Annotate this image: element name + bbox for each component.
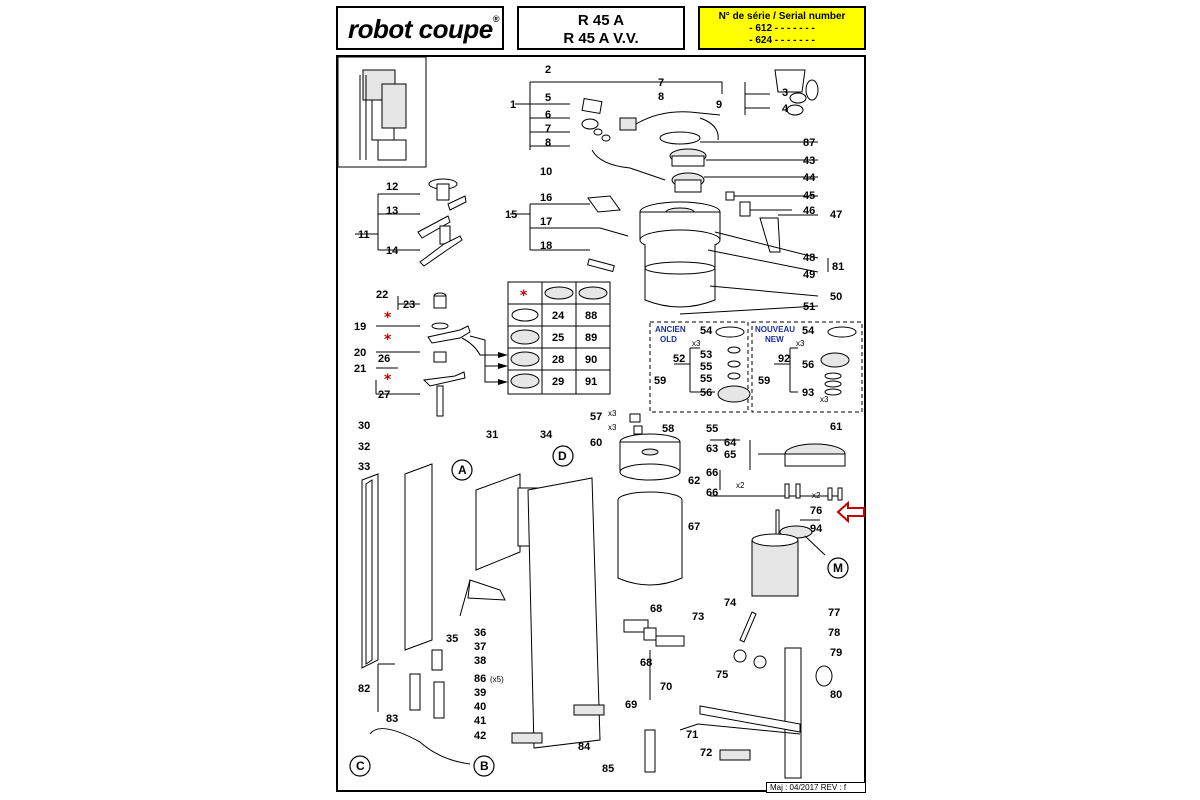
machine-thumbnail	[338, 57, 426, 167]
svg-text:29: 29	[552, 376, 565, 388]
svg-text:15: 15	[505, 209, 518, 221]
svg-text:76: 76	[810, 505, 823, 517]
svg-text:23: 23	[403, 299, 416, 311]
svg-text:(x5): (x5)	[490, 675, 504, 684]
svg-text:40: 40	[474, 701, 487, 713]
svg-text:67: 67	[688, 521, 701, 533]
svg-text:34: 34	[540, 429, 553, 441]
svg-text:C: C	[356, 759, 365, 773]
svg-text:5: 5	[545, 92, 552, 104]
svg-text:87: 87	[803, 137, 816, 149]
svg-text:54: 54	[700, 325, 713, 337]
svg-text:72: 72	[700, 747, 713, 759]
motor-housing-group	[618, 414, 682, 585]
svg-text:56: 56	[802, 359, 815, 371]
svg-text:83: 83	[386, 713, 399, 725]
svg-text:85: 85	[602, 763, 615, 775]
svg-text:31: 31	[486, 429, 499, 441]
svg-text:68: 68	[640, 657, 653, 669]
svg-text:66: 66	[706, 487, 719, 499]
svg-text:78: 78	[828, 627, 841, 639]
lid-assembly-group	[515, 70, 818, 180]
svg-text:1: 1	[510, 99, 517, 111]
svg-text:B: B	[480, 759, 489, 773]
svg-text:62: 62	[688, 475, 701, 487]
svg-text:6: 6	[545, 109, 552, 121]
svg-text:33: 33	[358, 461, 371, 473]
svg-text:x2: x2	[812, 491, 821, 500]
svg-text:59: 59	[758, 375, 771, 387]
svg-text:35: 35	[446, 633, 459, 645]
svg-text:10: 10	[540, 166, 553, 178]
svg-text:75: 75	[716, 669, 729, 681]
svg-text:M: M	[833, 561, 843, 575]
svg-text:55: 55	[700, 361, 713, 373]
svg-text:68: 68	[650, 603, 663, 615]
svg-text:*: *	[520, 288, 528, 304]
svg-text:81: 81	[832, 261, 845, 273]
svg-text:42: 42	[474, 730, 487, 742]
svg-text:69: 69	[625, 699, 638, 711]
svg-text:32: 32	[358, 441, 371, 453]
svg-text:*: *	[384, 332, 392, 348]
svg-text:88: 88	[585, 310, 598, 322]
svg-text:82: 82	[358, 683, 371, 695]
svg-text:71: 71	[686, 729, 699, 741]
svg-text:49: 49	[803, 269, 816, 281]
svg-text:x3: x3	[820, 395, 829, 404]
svg-text:52: 52	[673, 353, 686, 365]
svg-text:94: 94	[810, 523, 823, 535]
svg-text:56: 56	[700, 387, 713, 399]
svg-text:x3: x3	[796, 339, 805, 348]
svg-text:ANCIEN: ANCIEN	[655, 325, 686, 334]
svg-text:80: 80	[830, 689, 843, 701]
svg-text:*: *	[384, 310, 392, 326]
svg-text:7: 7	[658, 77, 665, 89]
svg-text:x2: x2	[736, 481, 745, 490]
svg-text:61: 61	[830, 421, 843, 433]
svg-text:92: 92	[778, 353, 791, 365]
serial-title: N° de série / Serial number	[718, 11, 846, 22]
svg-text:8: 8	[658, 91, 665, 103]
group-15	[510, 196, 628, 272]
svg-text:27: 27	[378, 389, 391, 401]
svg-text:*: *	[384, 372, 392, 388]
svg-text:NEW: NEW	[765, 335, 784, 344]
svg-text:x3: x3	[608, 409, 617, 418]
svg-text:50: 50	[830, 291, 843, 303]
svg-text:9: 9	[716, 99, 723, 111]
svg-text:39: 39	[474, 687, 487, 699]
svg-text:54: 54	[802, 325, 815, 337]
svg-text:13: 13	[386, 205, 399, 217]
svg-text:47: 47	[830, 209, 843, 221]
blade-group-11	[355, 179, 466, 266]
svg-text:3: 3	[782, 87, 789, 99]
svg-text:51: 51	[803, 301, 816, 313]
svg-text:8: 8	[545, 137, 552, 149]
svg-text:21: 21	[354, 363, 367, 375]
svg-text:7: 7	[545, 123, 552, 135]
svg-text:46: 46	[803, 205, 816, 217]
svg-text:77: 77	[828, 607, 841, 619]
svg-text:55: 55	[706, 423, 719, 435]
model-line-1: R 45 A	[577, 12, 625, 29]
svg-text:30: 30	[358, 420, 371, 432]
svg-text:4: 4	[782, 103, 789, 115]
svg-text:38: 38	[474, 655, 487, 667]
svg-text:24: 24	[552, 310, 565, 322]
svg-text:22: 22	[376, 289, 389, 301]
old-new-boxes	[650, 322, 862, 412]
svg-text:18: 18	[540, 240, 553, 252]
svg-text:74: 74	[724, 597, 737, 609]
svg-text:26: 26	[378, 353, 391, 365]
part-labels	[354, 64, 844, 775]
bowl-group	[640, 202, 828, 314]
svg-text:OLD: OLD	[660, 335, 677, 344]
svg-text:x3: x3	[608, 423, 617, 432]
arrow-indicator-icon	[838, 503, 864, 521]
svg-text:17: 17	[540, 216, 553, 228]
serial-line-2: - 624 - - - - - - -	[749, 35, 815, 46]
power-cable	[370, 729, 470, 764]
base-frame-group	[624, 612, 832, 778]
svg-text:NOUVEAU: NOUVEAU	[755, 325, 796, 334]
svg-text:x3: x3	[692, 339, 701, 348]
svg-text:53: 53	[700, 349, 713, 361]
motor-group	[710, 440, 845, 596]
svg-text:65: 65	[724, 449, 737, 461]
serial-line-1: - 612 - - - - - - -	[749, 23, 815, 34]
svg-text:37: 37	[474, 641, 487, 653]
svg-text:79: 79	[830, 647, 843, 659]
svg-text:16: 16	[540, 192, 553, 204]
svg-text:64: 64	[724, 437, 737, 449]
svg-text:43: 43	[803, 155, 816, 167]
svg-text:11: 11	[358, 229, 370, 241]
svg-text:20: 20	[354, 347, 367, 359]
svg-text:28: 28	[552, 354, 565, 366]
brand-logo-text: robot coupe®	[348, 14, 499, 44]
group-19-27	[376, 293, 508, 416]
svg-text:58: 58	[662, 423, 675, 435]
svg-text:45: 45	[803, 190, 816, 202]
svg-text:66: 66	[706, 467, 719, 479]
svg-text:19: 19	[354, 321, 367, 333]
svg-text:91: 91	[585, 376, 598, 388]
svg-text:90: 90	[585, 354, 598, 366]
svg-text:A: A	[458, 463, 467, 477]
svg-text:D: D	[558, 449, 567, 463]
revision-footer: Maj : 04/2017 REV : f	[766, 782, 866, 793]
svg-text:12: 12	[386, 181, 399, 193]
svg-text:48: 48	[803, 252, 816, 264]
svg-text:89: 89	[585, 332, 598, 344]
svg-text:86: 86	[474, 673, 487, 685]
model-line-2: R 45 A V.V.	[563, 30, 639, 47]
svg-text:93: 93	[802, 387, 815, 399]
svg-text:59: 59	[654, 375, 667, 387]
svg-text:44: 44	[803, 172, 816, 184]
svg-text:60: 60	[590, 437, 603, 449]
svg-text:36: 36	[474, 627, 487, 639]
svg-text:73: 73	[692, 611, 705, 623]
svg-text:2: 2	[545, 64, 552, 76]
svg-text:25: 25	[552, 332, 565, 344]
svg-text:14: 14	[386, 245, 399, 257]
svg-text:70: 70	[660, 681, 673, 693]
svg-text:84: 84	[578, 741, 591, 753]
svg-text:55: 55	[700, 373, 713, 385]
svg-text:57: 57	[590, 411, 603, 423]
svg-text:63: 63	[706, 443, 719, 455]
svg-text:41: 41	[474, 715, 487, 727]
